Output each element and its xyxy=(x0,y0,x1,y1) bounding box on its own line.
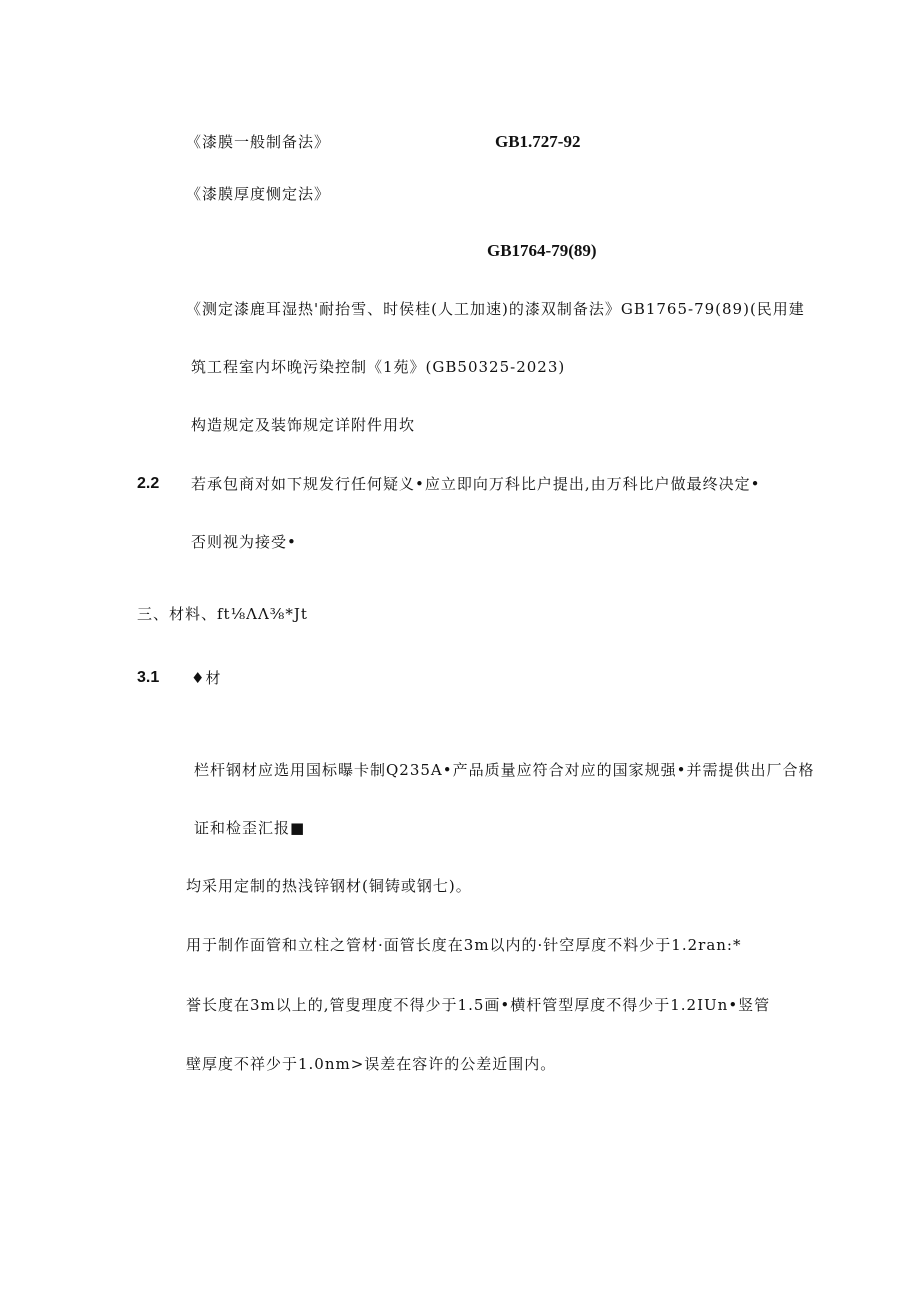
ref-film-thickness-standard: GB1764-79(89) xyxy=(487,241,597,260)
section-3-heading: 三、材料、ft⅛ΛΛ⅜*Jt xyxy=(137,605,308,623)
section-number-3-1: 3.1 xyxy=(137,669,160,686)
section-3-1-para3: 均采用定制的热浅锌钢材(铜铸或钢七)。 xyxy=(186,877,472,895)
ref-indoor-pollution: 筑工程室内坏晚污染控制《1苑》(GB50325-2023) xyxy=(191,358,566,376)
ref-film-thickness: 《漆膜厚度恻定法》 xyxy=(186,185,331,203)
section-number-2-2: 2.2 xyxy=(137,475,160,492)
section-3-1-para6: 壁厚度不祥少于1.0nm>误差在容许的公差近围内。 xyxy=(186,1055,557,1073)
section-3-1-para4: 用于制作面管和立柱之管材·面管长度在3m以内的·针空厚度不料少于1.2ran:* xyxy=(186,936,742,954)
section-3-1-title: ♦材 xyxy=(191,669,222,687)
ref-construction-note: 构造规定及装饰规定详附件用坎 xyxy=(191,416,416,434)
ref-paint-film-prep-standard: GB1.727-92 xyxy=(495,132,581,151)
section-3-1-para1: 栏杆钢材应选用国标曝卡制Q235A•产品质量应符合对应的国家规强•并需提供出厂合格 xyxy=(194,761,815,779)
section-3-1-para5: 誉长度在3m以上的,管叟理度不得少于1.5画•横杆管型厚度不得少于1.2IUn•竖管 xyxy=(186,996,771,1014)
section-2-2-text-line1: 若承包商对如下规发行任何疑义•应立即向万科比户提出,由万科比户做最终决定• xyxy=(191,475,761,493)
ref-humidity-test: 《测定漆鹿耳湿热'耐抬雪、时侯桂(人工加速)的漆双制备法》GB1765-79(89)(民用建 xyxy=(186,300,805,318)
ref-paint-film-prep: 《漆膜一般制备法》 xyxy=(186,133,331,151)
section-3-1-para2: 证和检歪汇报■ xyxy=(194,819,306,837)
section-2-2-text-line2: 否则视为接受• xyxy=(191,533,297,551)
